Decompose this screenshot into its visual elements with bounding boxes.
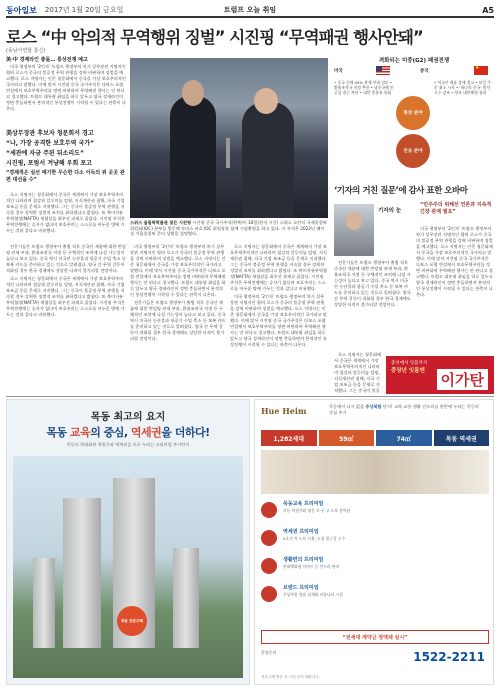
main-headline: 로스 “中 악의적 무역행위 징벌” 시진핑 “무역패권 행사안돼” xyxy=(6,28,423,47)
china-flag-icon xyxy=(474,66,488,75)
brand-logo: Hue Heim xyxy=(261,406,307,416)
feature-item xyxy=(261,584,489,606)
feature-item xyxy=(261,500,489,522)
ad-sub-line: 목동의 현대화된 학원가와 역세권을 모두 누리는 프리미엄 주거단지 xyxy=(66,442,190,447)
security-circle: 안보 분야 xyxy=(396,134,430,168)
caption-title: 스위스 올림픽박물관 찾은 시진핑 xyxy=(130,220,192,225)
feature-title: 생활편의 프리미엄 xyxy=(283,557,324,563)
tag-text: 단지! 교육·교통·생활 인프라를 한번에 누리는 목동의 중심 주거 xyxy=(329,404,479,415)
ad-text: 의 중심, xyxy=(90,426,131,439)
ad-footnote: 견본주택 방문 전 사전 문의 바랍니다. xyxy=(261,675,320,679)
news-photo xyxy=(130,58,328,218)
article-body-3 xyxy=(6,244,126,394)
paragraph: 로스 지명자는 청문회에서 중국은 세계에서 가장 보호무역주의적인 나라라며 철강과 알루미늄 덤핑, 지식재산권 침해, 자국 기업 보조금 등을 문제로 지적했다. 그는 중국이 불공정 무역 관행을 지속할 경우 강력한 징벌적 조치를 취하겠다고 밝혔다. 또 북미자유무역협정(NAFTA) 재협상을 최우선 과제로 꼽았다. 시진핑 주석은 무역전쟁에는 승자가 없다며 보호주의는 스스로를 어두운 방에 가두는 것과 같다고 비유했다. xyxy=(6,192,126,233)
igatan-ad[interactable] xyxy=(386,356,494,394)
tag-text: 목동에서 다시 없을 xyxy=(329,404,366,409)
ad-line: 충치에서 잇몸까지 xyxy=(391,361,428,366)
page-number: A5 xyxy=(482,5,494,15)
feature-icon xyxy=(261,530,277,546)
feature-desc: 현대백화점·이마트 등 인프라 완비 xyxy=(283,564,340,569)
infographic-title: 격화되는 미중(G2) 패권전쟁 xyxy=(378,58,450,64)
china-policy-list: • 미국산 제품 불매 경고 • 보잉 주문 취소 시사 • ‘하나의 중국’ 원칙 고수 강조 • 항모 대만해협 통과 xyxy=(434,80,491,95)
interior-image xyxy=(261,450,489,494)
article-body-1 xyxy=(6,64,126,126)
article-kicker: 美·中 경제라인 충돌… 통상전쟁 예고 xyxy=(6,57,88,63)
column-label: 기자의 눈 xyxy=(378,208,402,214)
stat-item: 1,282세대 xyxy=(261,430,317,446)
microphone-stand xyxy=(226,138,230,168)
paragraph: 전문가들은 트럼프 행정부가 출범 직후 중국산 제품에 대한 반덤핑 관세 부과, 환율조작국 지정 등 구체적인 조치에 나설 가능성이 높다고 보고 있다. 중국 역시 미국산 농산물과 항공기 수입 축소 등 보복 카드를 준비하고 있는 것으로 알려졌다. 양국 간 무역 갈등이 격화될 경우 한국 경제에도 상당한 타격이 불가피할 전망이다. xyxy=(130,300,226,341)
phone-number[interactable]: 1522-2211 xyxy=(413,650,485,664)
ad-text: 목동 xyxy=(46,426,70,439)
person-head xyxy=(182,80,204,106)
infographic-box xyxy=(334,56,494,176)
ad-line: 중장년 잇몸엔 xyxy=(391,368,425,374)
feature-title: 역세권 프리미엄 xyxy=(283,529,319,535)
location-pin: 목동 견본주택 xyxy=(117,606,147,636)
china-label: 중국 xyxy=(420,69,429,74)
feature-icon xyxy=(261,586,277,602)
call-label: 분양문의 xyxy=(261,650,277,655)
feature-title: 목동교육 프리미엄 xyxy=(283,501,324,507)
person-head xyxy=(254,88,278,114)
building xyxy=(33,558,55,648)
ad-main-line xyxy=(7,424,249,440)
feature-title: 브랜드 프리미엄 xyxy=(283,585,319,591)
paragraph: 미국 행정부의 ‘2인자’ 트럼프 행정부의 차기 상무장관 지명자인 윌버 로스가 중국의 불공정 무역 관행을 강력 비판하며 징벌을 예고했다. 로스 지명자는 인준 청문회에서 중국을 가장 보호주의적인 국가라고 말했다. 이에 맞서 시진핑 중국 국가주석은 다보스 포럼 연설에서 보호무역주의를 정면 비판하며 무역패권 행사는 안 된다고 경고했다. 트럼프 대통령 취임을 하루 앞두고 양국 경제라인이 정면 충돌하면서 본격적인 통상전쟁이 시작될 수 있다는 관측이 나온다. xyxy=(230,294,327,347)
ad-top-line: 목동 최고의 요지 xyxy=(90,412,166,423)
section-title: 트럼프 오늘 취임 xyxy=(223,6,277,14)
us-policy-list: • 중국 등에 45% 관세 부과 검토 • 환율조작국 지정 추진 • 남중국해 인공섬 접근 차단 • 대만 총통과 통화 xyxy=(334,80,394,95)
ad-accent: 역세권 xyxy=(130,426,162,439)
subhead-4: 시진핑, 포럼서 겨냥해 우회 포고 xyxy=(6,160,92,167)
paragraph: 로스 지명자는 청문회에서 중국은 세계에서 가장 보호무역주의적인 나라라며 철강과 알루미늄 덤핑, 지식재산권 침해, 자국 기업 보조금 등을 문제로 지적했다. 그는 중국이 불공정 무역 관행을 지속할 경우 강력한 징벌적 조치를 취하겠다고 밝혔다. 또 북미자유무역협정(NAFTA) 재협상을 최우선 과제로 꼽았다. 시진핑 주석은 무역전쟁에는 승자가 없다며 보호주의는 스스로를 어두운 방에 가두는 것과 같다고 비유했다. xyxy=(6,276,126,317)
promo-banner: “전세대 계약금 정액제 실시” xyxy=(261,630,489,644)
paragraph: 전문가들은 트럼프 행정부가 출범 직후 중국산 제품에 대한 반덤핑 관세 부과, 환율조작국 지정 등 구체적인 조치에 나설 가능성이 높다고 보고 있다. 중국 역시 미국산 농산물과 항공기 수입 축소 등 보복 카드를 준비하고 있는 것으로 알려졌다. 양국 간 무역 갈등이 격화될 경우 한국 경제에도 상당한 타격이 불가피할 전망이다. xyxy=(6,244,126,273)
columnist-photo xyxy=(334,204,374,256)
building xyxy=(173,548,199,648)
ad-tagline xyxy=(329,404,479,415)
byline: (동남아연합 통신) xyxy=(6,48,46,54)
trade-circle: 통상 분야 xyxy=(396,96,430,130)
ad-brand: 이가탄 xyxy=(437,369,488,390)
paragraph: 미국 행정부의 ‘2인자’ 트럼프 행정부의 차기 상무장관 지명자인 윌버 로스가 중국의 불공정 무역 관행을 강력 비판하며 징벌을 예고했다. 로스 지명자는 인준 청문회에서 중국을 가장 보호주의적인 국가라고 말했다. 이에 맞서 시진핑 중국 국가주석은 다보스 포럼 연설에서 보호무역주의를 정면 비판하며 무역패권 행사는 안 된다고 경고했다. 트럼프 대통령 취임을 하루 앞두고 양국 경제라인이 정면 충돌하면서 본격적인 통상전쟁이 시작될 수 있다는 관측이 나온다. xyxy=(130,244,226,297)
article-body-2 xyxy=(6,192,126,236)
stat-item: 목동 역세권 xyxy=(434,430,490,446)
subhead-1: 美상무장관 후보자 청문회서 경고 xyxy=(6,130,94,137)
feature-item xyxy=(261,528,489,550)
apartment-ad-left[interactable] xyxy=(6,399,250,685)
apartment-ad-right[interactable] xyxy=(254,399,494,685)
call-box[interactable] xyxy=(261,648,489,670)
person-figure xyxy=(242,102,294,218)
feature-icon xyxy=(261,502,277,518)
article-body-4 xyxy=(130,244,226,394)
us-flag-icon xyxy=(376,66,390,75)
feature-icon xyxy=(261,558,277,574)
column-lead: “민주주의 위해선 언론과 지속적 긴장 관계 필요” xyxy=(420,202,492,215)
paragraph: 미국 행정부의 ‘2인자’ 트럼프 행정부의 차기 상무장관 지명자인 윌버 로스가 중국의 불공정 무역 관행을 강력 비판하며 징벌을 예고했다. 로스 지명자는 인준 청문회에서 중국을 가장 보호주의적인 국가라고 말했다. 이에 맞서 시진핑 중국 국가주석은 다보스 포럼 연설에서 보호무역주의를 정면 비판하며 무역패권 행사는 안 된다고 경고했다. 트럼프 대통령 취임을 하루 앞두고 양국 경제라인이 정면 충돌하면서 본격적인 통상전쟁이 시작될 수 있다는 관측이 나온다. xyxy=(6,64,126,111)
usa-label: 미국 xyxy=(334,69,343,74)
caption-text: 시진핑 중국 국가주석(왼쪽)이 18일(현지 시간) 스위스 로잔의 국제올림픽위원회(IOC) 본부를 방문해 토마스 바흐 IOC 위원장과 함께 기념촬영을 하고 있다. 시 주석은 2022년 베이징 겨울올림픽 준비 상황을 설명했다. xyxy=(130,220,327,237)
ad-text: 을 더하다! xyxy=(161,426,210,439)
page-header xyxy=(6,4,494,18)
feature-desc: 주상복합 명품 설계와 커뮤니티 시설 xyxy=(283,592,343,597)
person-figure xyxy=(170,96,216,216)
feature-desc: 5호선 역 도보 이용, 도심 접근성 우수 xyxy=(283,536,346,541)
newspaper-logo: 동아일보 xyxy=(6,4,37,15)
column-body-2 xyxy=(416,226,494,352)
column-body-3 xyxy=(334,352,382,394)
subhead-5: “경제적은 실선 얘기한 무슨한 다소 이득의 위 곳곳 관 편 대선을 수” xyxy=(6,170,125,183)
column-headline: ‘기자의 거친 질문’에 감사 표한 오바마 xyxy=(334,186,468,196)
article-body-5 xyxy=(230,244,328,394)
city-aerial-image xyxy=(13,456,243,678)
building xyxy=(63,498,101,648)
ad-accent: 교육 xyxy=(69,426,91,439)
divider xyxy=(6,396,494,397)
stat-item: 59㎡ xyxy=(319,430,375,446)
subhead-2: “나, 가장 공격한 보호무역 국가” xyxy=(6,140,95,147)
subhead-3: “세관에 자금 주된 뒤소리도” xyxy=(6,150,84,157)
paragraph: 전문가들은 트럼프 행정부가 출범 직후 중국산 제품에 대한 반덤핑 관세 부과, 환율조작국 지정 등 구체적인 조치에 나설 가능성이 높다고 보고 있다. 중국 역시 미국산 농산물과 항공기 수입 축소 등 보복 카드를 준비하고 있는 것으로 알려졌다. 양국 간 무역 갈등이 격화될 경우 한국 경제에도 상당한 타격이 불가피할 전망이다. xyxy=(334,260,411,307)
issue-date: 2017년 1월 20일 금요일 xyxy=(44,6,124,14)
paragraph: 미국 행정부의 ‘2인자’ 트럼프 행정부의 차기 상무장관 지명자인 윌버 로스가 중국의 불공정 무역 관행을 강력 비판하며 징벌을 예고했다. 로스 지명자는 인준 청문회에서 중국을 가장 보호주의적인 국가라고 말했다. 이에 맞서 시진핑 중국 국가주석은 다보스 포럼 연설에서 보호무역주의를 정면 비판하며 무역패권 행사는 안 된다고 경고했다. 트럼프 대통령 취임을 하루 앞두고 양국 경제라인이 정면 충돌하면서 본격적인 통상전쟁이 시작될 수 있다는 관측이 나온다. xyxy=(416,226,493,297)
photo-caption xyxy=(130,220,328,237)
paragraph: 로스 지명자는 청문회에서 중국은 세계에서 가장 보호무역주의적인 나라라며 철강과 알루미늄 덤핑, 지식재산권 침해, 자국 기업 보조금 등을 문제로 지적했다. 그는 중국이 불공 xyxy=(334,352,382,393)
stats-bar xyxy=(261,430,489,446)
tag-bold: 주상복합 xyxy=(365,404,382,409)
column-body-1 xyxy=(334,260,412,350)
feature-item xyxy=(261,556,489,578)
paragraph: 로스 지명자는 청문회에서 중국은 세계에서 가장 보호무역주의적인 나라라며 철강과 알루미늄 덤핑, 지식재산권 침해, 자국 기업 보조금 등을 문제로 지적했다. 그는 중국이 불공정 무역 관행을 지속할 경우 강력한 징벌적 조치를 취하겠다고 밝혔다. 또 북미자유무역협정(NAFTA) 재협상을 최우선 과제로 꼽았다. 시진핑 주석은 무역전쟁에는 승자가 없다며 보호주의는 스스로를 어두운 방에 가두는 것과 같다고 비유했다. xyxy=(230,244,327,291)
feature-desc: 목동 학원가와 명문 초·중·고 도보 통학권 xyxy=(283,508,351,513)
stat-item: 74㎡ xyxy=(376,430,432,446)
